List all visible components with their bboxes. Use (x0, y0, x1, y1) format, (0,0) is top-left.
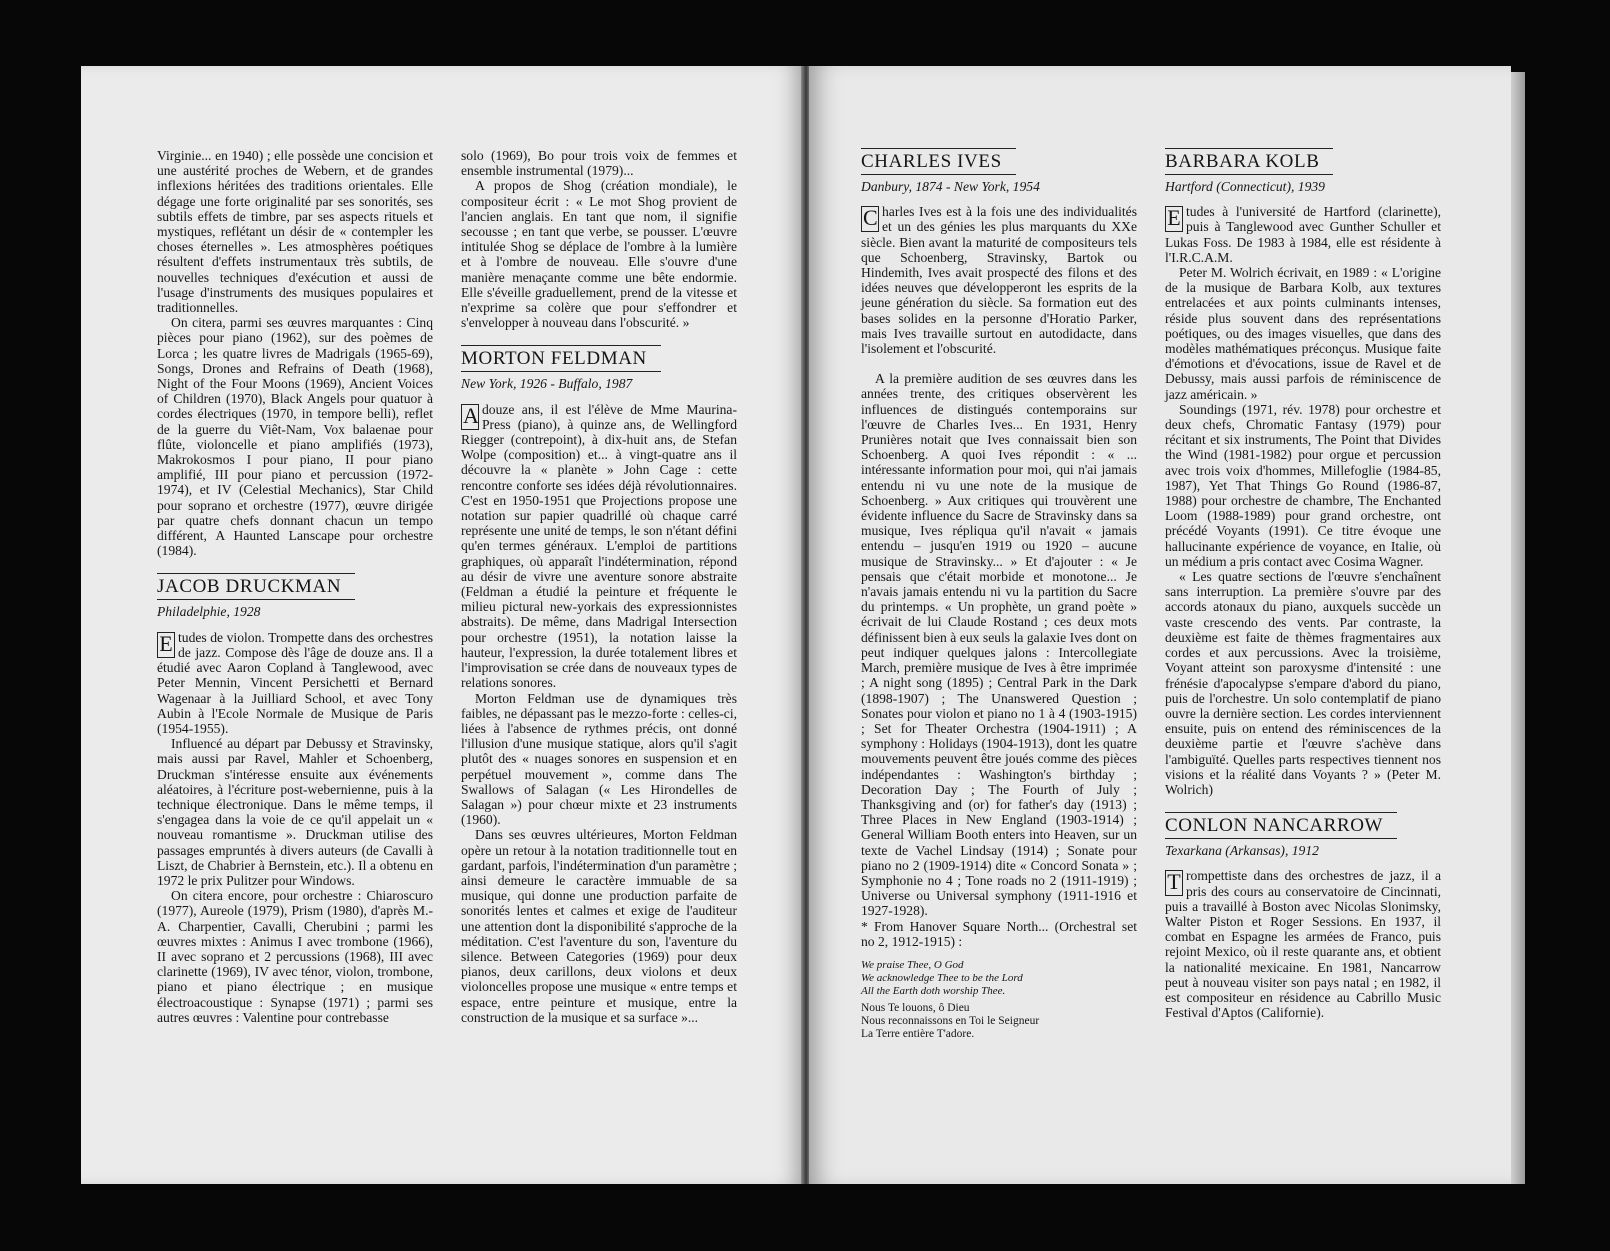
shog-quote-paragraph: A propos de Shog (création mondiale), le compositeur écrit : « Le mot Shog provient de l'ancien anglais. En tant que nom, il signifie secousse ; en tant que verbe, se pousser. L'œuvre intitulée Shog se déplace de l'ombre à la lumière et à l'ombre de nouveau. Elle s'ouvre d'une manière menaçante comme une bête endormie. Elle s'éveille graduellement, prend de la vitesse et n'exprime sa colère que pour s'effondrer et s'envelopper à nouveau dans l'obscurité. » (461, 178, 737, 331)
druckman-paragraph-2: Influencé au départ par Debussy et Stravinsky, mais aussi par Ravel, Mahler et Schoenberg, Druckman s'intéresse ensuite aux événements aléatoires, à l'écriture post-webernienne, puis à la technique électronique. Dans le même temps, il s'engagea dans la voie de ce qu'il appelait un « nouveau romantisme ». Druckman utilise des passages empruntés à divers auteurs (de Cavalli à Liszt, de Chabrier à Bernstein, etc.). Il a obtenu en 1972 le prix Pulitzer pour Windows. (157, 736, 433, 888)
left-column-1 (157, 148, 433, 1025)
kolb-drop-cap: E (1165, 206, 1183, 232)
druckman-paragraph-1: tudes de violon. Trompette dans des orchestres de jazz. Compose dès l'âge de douze ans. Il a étudié avec Aaron Copland à Tanglewood, avec Peter Mennin, Vincent Persichetti et Bernard Wagenaar à la Juilliard School, et avec Tony Aubin à l'Ecole Normale de Musique de Paris (1954-1955). (157, 629, 433, 736)
kolb-paragraph-3: Soundings (1971, rév. 1978) pour orchestre et deux chefs, Chromatic Fantasy (1979) pour récitant et six instruments, The Point that Divides the Wind (1981-1982) pour orgue et percussion avec trois voix d'hommes, Millefoglie (1984-85, 1987), Yet That Things Go Round (1986-87, 1988) pour orchestre de chambre, The Enchanted Loom (1988-1989) pour grand orchestre, ont précédé Voyants (1991). Ce titre évoque une hallucinante expérience de voyance, en Italie, où un médium a pris contact avec Cosima Wagner. (1165, 401, 1441, 569)
feldman-paragraph-2: Morton Feldman use de dynamiques très faibles, ne dépassant pas le mezzo-forte : celles-ci, liées à l'absence de rythmes précis, ont donné l'illusion d'une musique statique, alors qu'il s'agit plutôt des « nuages sonores en suspension et en perpétuel mouvement », comme dans The Swallows of Salagan (« Les Hirondelles de Salagan ») pour chœur mixte et 23 instruments (1960). (461, 690, 737, 828)
crumb-text-p1: Virginie... en 1940) ; elle possède une concision et une austérité proches de Webern, et de grandes inflexions héritées des traditions orientales. Elle dégage une forte originalité par ses sonorités, ses subtils effets de timbre, par ses aspects rituels et mystiques, reflétant un désir de « contempler les choses éternelles ». Les atmosphères poétiques résultent d'effets instrumentaux très subtils, de nouvelles techniques d'exécution et aussi de l'usage d'instruments des musiques populaires et traditionnelles. (157, 148, 433, 316)
right-column-1 (861, 148, 1137, 1041)
druckman-paragraph-3: On citera encore, pour orchestre : Chiaroscuro (1977), Aureole (1979), Prism (1980), d'après M.-A. Charpentier, Cavalli, Cherubini ; parmi les œuvres mixtes : Animus I avec trombone (1966), II avec soprano et 2 percussions (1968), III avec clarinette (1969), IV avec ténor, violon, trombone, piano et piano électrique ; en musique électroacoustique : Synapse (1971) ; parmi ses autres œuvres : Valentine pour contrebasse (157, 888, 433, 1025)
ives-paragraph-3: * From Hanover Square North... (Orchestral set no 2, 1912-1915) : (861, 918, 1137, 949)
kolb-paragraph-2: Peter M. Wolrich écrivait, en 1989 : « L'origine de la musique de Barbara Kolb, aux textures entrelacées et aux points culminants intenses, réside plus souvent dans des représentations poétiques, ou des images visuelles, que dans des modèles mathématiques préconçus. Musique faite d'émotions et d'évocations, issue de Ravel et de Debussy, mais aussi parfois de réminiscence de jazz américain. » (1165, 265, 1441, 402)
hymn-english-line: All the Earth doth worship Thee. (861, 984, 1006, 997)
feldman-drop-cap: A (463, 402, 479, 428)
left-column-2 (461, 148, 737, 1025)
kolb-origin: Hartford (Connecticut), 1939 (1165, 179, 1325, 194)
left-page (81, 66, 803, 1184)
hymn-french (861, 1002, 1137, 1041)
feldman-heading: MORTON FELDMAN (461, 345, 661, 372)
kolb-paragraph-4: « Les quatre sections de l'œuvre s'enchaînent sans interruption. La première s'ouvre par des accords atonaux du piano, auxquels succède un vaste crescendo des vents. Par contraste, la deuxième est faite de thèmes fragmentaires aux cordes et aux percussions. Avec la troisième, Voyant atteint son paroxysme d'intensité : une frénésie d'apocalypse s'empare d'abord du piano, puis de l'orchestre. Un solo contemplatif de piano ouvre la dernière section. Les cordes interviennent ensuite, puis on entend des réminiscences de la deuxième partie et l'œuvre s'achève dans l'ambiguïté. Quelles parts respectives tiennent nos visions et la réalité dans Voyants ? » (Peter M. Wolrich) (1165, 569, 1441, 797)
kolb-heading: BARBARA KOLB (1165, 148, 1333, 175)
ives-drop-cap: C (863, 205, 878, 231)
ives-heading: CHARLES IVES (861, 148, 1016, 175)
hymn-english-line: We praise Thee, O God (861, 958, 964, 971)
feldman-paragraph-1: douze ans, il est l'élève de Mme Maurina-Press (piano), à quinze ans, de Wellingford Riegger (contrepoint), à dix-huit ans, de Stefan Wolpe (composition) et... à vingt-quatre ans il découvre la « planète » John Cage : cette rencontre conforte ses idées déjà révolutionnaires. C'est en 1950-1951 que Projections propose une notation sur papier quadrillé où chaque carré représente une unité de temps, le son n'étant défini qu'en termes généraux. L'emploi de partitions graphiques, où apparaît l'indétermination, répond au désir de vivre une aventure sonore abstraite (Feldman a étudié la peinture et fréquente le milieu pictural new-yorkais des expressionnistes abstraits). De même, dans Madrigal Intersection pour orchestre (1951), la notation laisse la hauteur, l'expression, la durée totalement libres et l'improvisation se crée dans de nouveaux types de relations sonores. (461, 401, 737, 691)
right-page (809, 66, 1511, 1184)
nancarrow-heading: CONLON NANCARROW (1165, 812, 1397, 839)
hymn-english-line: We acknowledge Thee to be the Lord (861, 971, 1023, 984)
hymn-french-line: Nous reconnaissons en Toi le Seigneur (861, 1014, 1040, 1027)
ives-paragraph-1: harles Ives est à la fois une des individualités et un des génies les plus marquants du XXe siècle. Bien avant la maturité de compositeurs tels que Schoenberg, Stravinsky, Bartok ou Hindemith, Ives avait prospecté des filons et des idées neuves que développeront les esprits de la jeune génération du siècle. Sa formation eut des bases solides en la personne d'Horatio Parker, mais Ives travaille surtout en autodidacte, dans l'isolement et l'obscurité. (861, 204, 1137, 357)
right-column-2 (1165, 148, 1441, 1020)
ives-paragraph-2: A la première audition de ses œuvres dans les années trente, des critiques observèrent les influences de distingués contemporains sur l'œuvre de Charles Ives... En 1931, Henry Prunières notait que Ives connaissait bien son Schoenberg. A quoi Ives répondit : « ... intéressante information pour moi, qui n'ai jamais entendu ni vu une note de la musique de Schoenberg. » Aux critiques qui trouvèrent une évidente influence du Sacre de Stravinsky dans sa musique, Ives répliqua qu'il n'avait « jamais entendu – jusqu'en 1919 ou 1920 – aucune musique de Stravinsky... » Et d'ajouter : « Je pensais que c'était morbide et monotone... Je n'avais jamais entendu ni vu la partition du Sacre du printemps. « Un prophète, un grand poète » écrivait de lui Claude Rostand ; ces deux mots définissent bien à eux seuls la galaxie Ives dont on peut indiquer quelques jalons : Intercollegiate March, première musique de Ives à être imprimée ; A night song (1895) ; Central Park in the Dark (1898-1907) ; The Unanswered Question ; Sonates pour violon et piano no 1 à 4 (1903-1915) ; Set for Theater Orchestra (1904-1911) ; A symphony : Holidays (1904-1913), dont les quatre mouvements peuvent être joués comme des pièces indépendantes : Washington's birthday ; Decoration Day ; The Fourth of July ; Thanksgiving and (or) for father's day (1913) ; Three Places in New England (1903-1914) ; General William Booth enters into Heaven, sur un texte de Vachel Lindsay (1914) ; Sonate pour piano no 2 (1909-1914) dite « Concord Sonata » ; Symphonie no 4 ; Tone roads no 2 (1911-1919) ; Universe ou Universal symphony (1911-1916 et 1927-1928). (861, 371, 1137, 919)
nancarrow-origin: Texarkana (Arkansas), 1912 (1165, 843, 1319, 859)
druckman-drop-cap: E (157, 632, 175, 658)
kolb-paragraph-1: tudes à l'université de Hartford (clarinette), puis à Tanglewood avec Gunther Schuller et Lukas Foss. De 1983 à 1984, elle est résidente à l'I.R.C.A.M. (1165, 204, 1441, 265)
nancarrow-drop-cap: T (1165, 870, 1183, 896)
feldman-origin: New York, 1926 - Buffalo, 1987 (461, 376, 633, 392)
feldman-paragraph-3: Dans ses œuvres ultérieures, Morton Feldman opère un retour à la notation traditionnelle tout en gardant, parfois, l'indétermination d'un paramètre ; ainsi demeure le caractère immuable de sa musique, qui donne une production parfaite de sonorités lentes et calmes et exige de l'auditeur une attention dont la disponibilité s'approche de la méditation. C'est l'aventure du son, l'aventure du silence. Between Categories (1969) pour deux pianos, deux carillons, deux violons et deux violoncelles propose une musique « entre temps et espace, entre peinture et musique, entre la construction de la musique et sa surface »... (461, 827, 737, 1025)
crumb-works-paragraph: On citera, parmi ses œuvres marquantes : Cinq pièces pour piano (1962), sur des poèmes de Lorca ; les quatre livres de Madrigals (1965-69), Songs, Drones and Refrains of Death (1968), Night of the Four Moons (1969), Ancient Voices of Children (1970), Black Angels pour quatuor à cordes électriques (1970, in tempore belli), reflet de la guerre du Viêt-Nam, Vox balaenae pour flûte, violoncelle et piano amplifiés (1973), Makrokosmos I pour piano, II pour piano amplifié, III pour piano et percussion (1972-1974), et IV (Celestial Mechanics), Star Child pour soprano et orchestre (1977), œuvre dirigée par quatre chefs donnant chacun un tempo différent, A Haunted Lanscape pour orchestre (1984). (157, 315, 433, 559)
hymn-french-line: La Terre entière T'adore. (861, 1027, 975, 1040)
ives-origin: Danbury, 1874 - New York, 1954 (861, 179, 1040, 194)
druckman-heading: JACOB DRUCKMAN (157, 573, 355, 600)
druckman-origin: Philadelphie, 1928 (157, 604, 261, 620)
hymn-french-line: Nous Te louons, ô Dieu (861, 1001, 970, 1014)
nancarrow-paragraph-1: rompettiste dans des orchestres de jazz, il a pris des cours au conservatoire de Cincinnati, puis a travaillé à Boston avec Nicolas Slonimsky, Walter Piston et Roger Sessions. En 1937, il combat en Espagne les armées de Franco, puis rejoint Mexico, où il reste quarante ans, et obtient la nationalité mexicaine. En 1981, Nancarrow peut à nouveau visiter son pays natal ; en 1982, il est compositeur en résidence au Cabrillo Music Festival d'Aptos (Californie). (1165, 868, 1441, 1021)
crumb-continuation-p1: solo (1969), Bo pour trois voix de femmes et ensemble instrumental (1979)... (461, 148, 737, 179)
hymn-english (861, 959, 1137, 998)
